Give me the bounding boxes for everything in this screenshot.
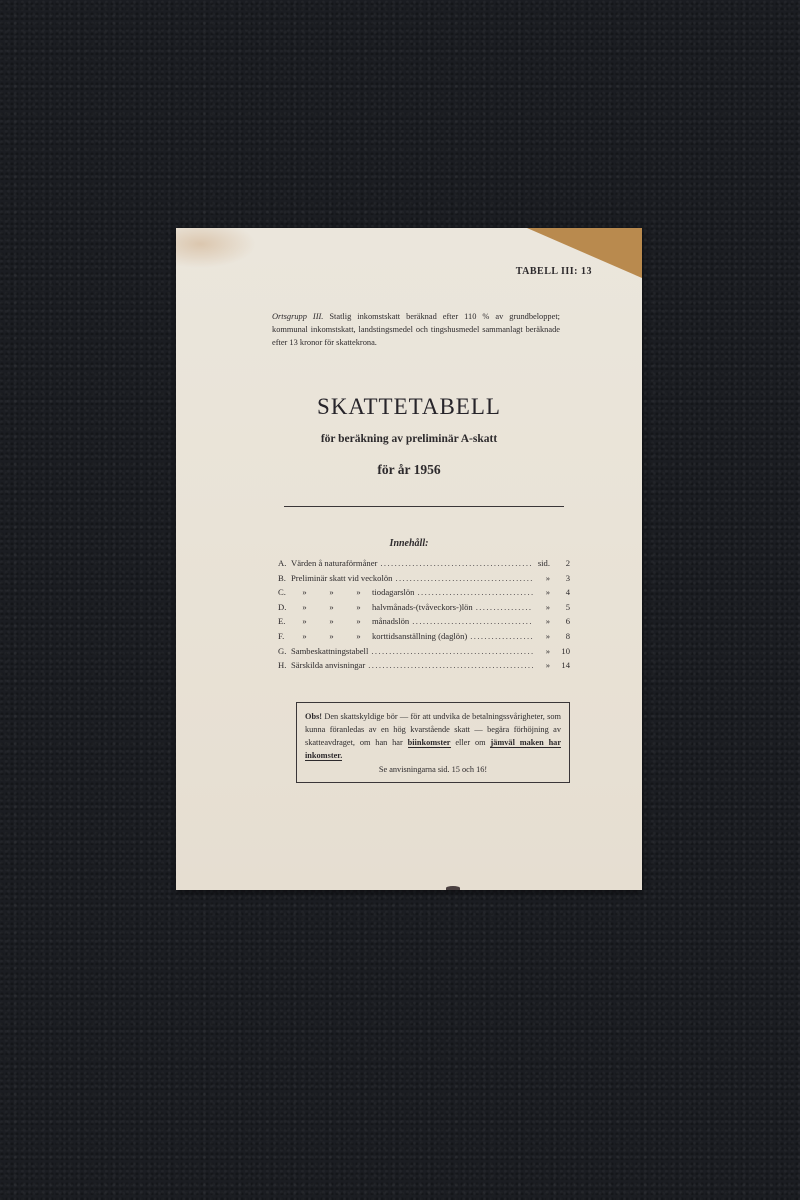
ditto-mark: »	[356, 616, 361, 627]
intro-text: Statlig inkomstskatt beräknad efter 110 % av grundbeloppet; kommunal inkomstskatt, landstingsmedel och tingshusmedel sammanlagt beräknade efter 13 kronor för skattekrona.	[272, 312, 560, 347]
table-reference: TABELL III: 13	[515, 266, 592, 277]
ditto-mark: »	[329, 587, 334, 598]
dot-leader	[380, 558, 533, 568]
contents-list	[278, 558, 570, 675]
dot-leader	[476, 602, 533, 612]
intro-paragraph	[272, 310, 560, 349]
contents-item-letter: H.	[278, 660, 287, 671]
intro-lead: Ortsgrupp III.	[272, 312, 324, 321]
dot-leader	[470, 631, 533, 641]
ditto-mark: »	[302, 630, 307, 641]
contents-item-prefix: »	[545, 572, 550, 583]
contents-item	[278, 660, 570, 675]
notice-reference: Se anvisningarna sid. 15 och 16!	[378, 765, 488, 774]
contents-item-letter: E.	[278, 616, 286, 627]
contents-item-letter: C.	[278, 587, 286, 598]
booklet-cover	[176, 228, 642, 890]
document-year: för år 1956	[377, 462, 441, 477]
contents-item-letter: G.	[278, 645, 287, 656]
contents-item	[278, 587, 570, 602]
contents-item-prefix: »	[545, 645, 550, 656]
contents-item-page: 3	[565, 572, 570, 583]
contents-item-prefix: »	[545, 630, 550, 641]
document-subtitle: för beräkning av preliminär A-skatt	[320, 433, 498, 445]
paper-stain	[176, 228, 256, 268]
ditto-mark: »	[302, 601, 307, 612]
notice-text-2: eller om	[455, 738, 486, 747]
contents-item	[278, 631, 570, 646]
ditto-mark: »	[329, 601, 334, 612]
dot-leader	[417, 587, 533, 597]
ditto-mark: »	[329, 630, 334, 641]
contents-item	[278, 616, 570, 631]
dot-leader	[412, 616, 533, 626]
contents-item	[278, 573, 570, 588]
contents-item-prefix: »	[545, 660, 550, 671]
contents-item-page: 6	[565, 616, 570, 627]
contents-item-title: Särskilda anvisningar	[291, 660, 366, 671]
contents-heading: Innehåll:	[389, 538, 429, 549]
contents-item-title: tiodagarslön	[372, 587, 415, 598]
contents-item-title: månadslön	[372, 616, 410, 627]
notice-obs: Obs!	[305, 712, 323, 721]
ditto-mark: »	[302, 616, 307, 627]
contents-item-page: 10	[561, 645, 570, 656]
contents-item-letter: B.	[278, 572, 286, 583]
contents-item-title: Sambeskattningstabell	[291, 645, 369, 656]
contents-item-letter: D.	[278, 601, 287, 612]
contents-item	[278, 602, 570, 617]
dot-leader	[368, 660, 533, 670]
contents-item-title: korttidsanställning (daglön)	[372, 630, 468, 641]
notice-emphasis-1: biinkomster	[407, 738, 451, 747]
contents-item	[278, 558, 570, 573]
contents-item-letter: A.	[278, 558, 287, 568]
ditto-mark: »	[356, 601, 361, 612]
contents-item-page: 14	[561, 660, 570, 671]
contents-item-title: halvmånads-(tvåveckors-)lön	[372, 601, 473, 612]
contents-item-prefix: »	[545, 601, 550, 612]
ditto-mark: »	[302, 587, 307, 598]
contents-item-page: 4	[565, 587, 570, 598]
notice-text-1: Den skattskyldige bör — för att undvika de betalningssvårigheter, som kunna föranledas av en hög kvarstående skatt — begära förhöjning av skatteavdraget, om han har	[305, 712, 561, 747]
contents-item-page: 8	[565, 630, 570, 641]
ditto-mark: »	[356, 630, 361, 641]
ditto-mark: »	[329, 616, 334, 627]
contents-item-prefix: »	[545, 587, 550, 598]
contents-item-title: Värden å naturaförmåner	[291, 558, 378, 568]
contents-item-page: 2	[565, 558, 570, 568]
dot-leader	[395, 573, 533, 583]
document-title: SKATTETABELL	[317, 394, 501, 419]
contents-item-page: 5	[565, 601, 570, 612]
contents-item	[278, 646, 570, 661]
contents-item-prefix: »	[545, 616, 550, 627]
contents-item-title: Preliminär skatt vid veckolön	[291, 572, 393, 583]
divider-rule	[284, 506, 564, 507]
notice-box	[296, 702, 570, 783]
contents-item-prefix: sid.	[537, 558, 550, 568]
ditto-mark: »	[356, 587, 361, 598]
paper-tear	[446, 886, 460, 890]
notice-emphasis-2: jämväl maken har inkomster.	[305, 738, 562, 760]
contents-item-letter: F.	[278, 630, 285, 641]
dot-leader	[371, 646, 533, 656]
